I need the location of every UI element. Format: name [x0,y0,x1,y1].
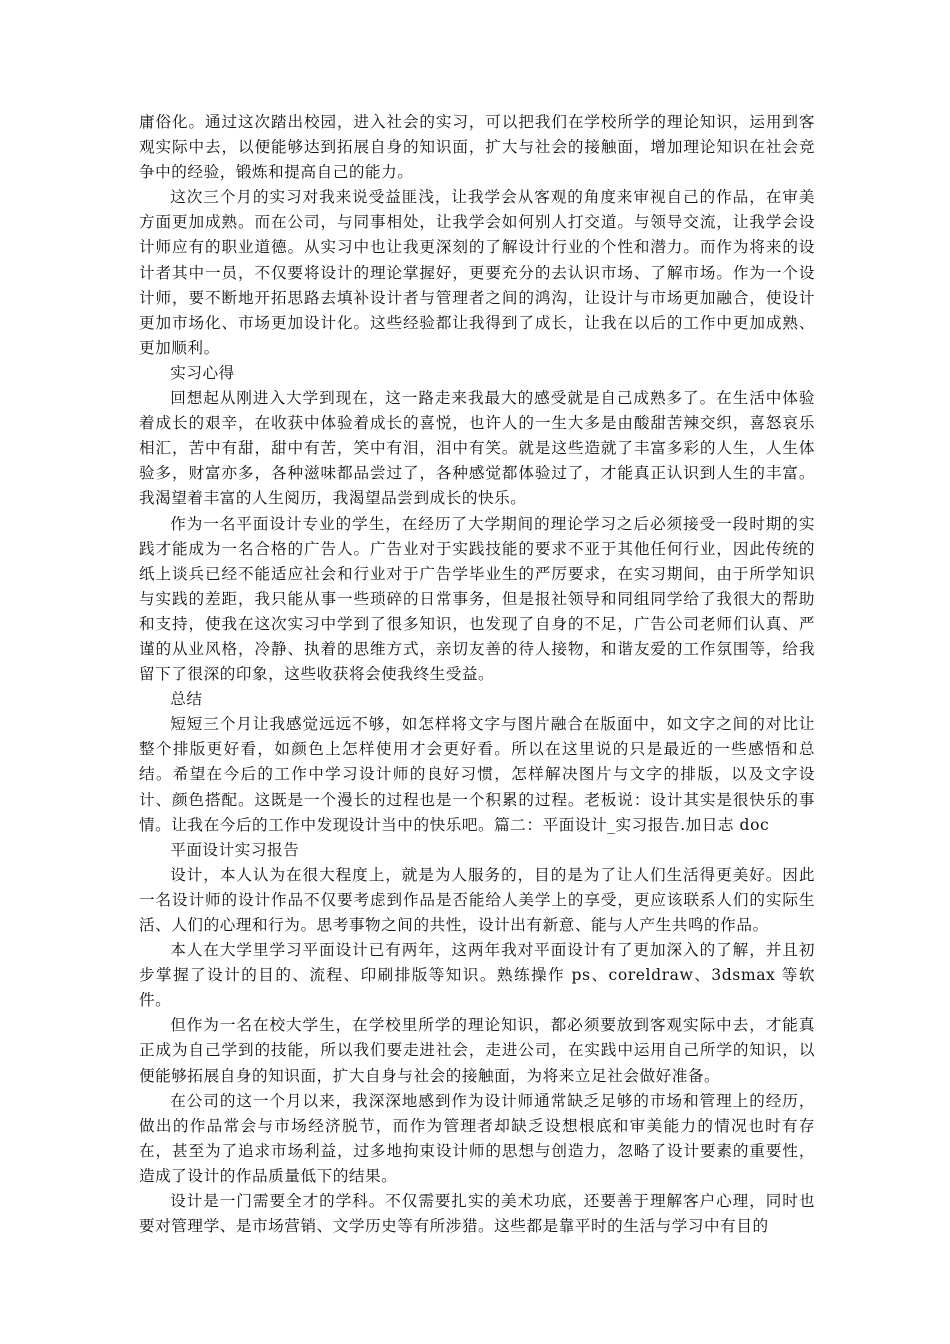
paragraph: 回想起从刚进入大学到现在，这一路走来我最大的感受就是自己成熟多了。在生活中体验着成长的艰辛，在收获中体验着成长的喜悦，也许人的一生大多是由酸甜苦辣交织，喜怒哀乐相汇，苦中有甜，甜中有苦，笑中有泪，泪中有笑。就是这些造就了丰富多彩的人生，人生体验多，财富亦多，各种滋味都品尝过了，各种感觉都体验过了，才能真正认识到人生的丰富。我渴望着丰富的人生阅历，我渴望品尝到成长的快乐。 [139,389,815,508]
paragraph: 设计是一门需要全才的学科。不仅需要扎实的美术功底，还要善于理解客户心理，同时也要对管理学、是市场营销、文学历史等有所涉猎。这些都是靠平时的生活与学习中有目的 [139,1192,815,1236]
paragraph: 但作为一名在校大学生，在学校里所学的理论知识，都必须要放到客观实际中去，才能真正成为自己学到的技能，所以我们要走进社会，走进公司，在实践中运用自己所学的知识，以便能够拓展自身的知识面，扩大自身与社会的接触面，为将来立足社会做好准备。 [139,1016,815,1085]
paragraph: 庸俗化。通过这次踏出校园，进入社会的实习，可以把我们在学校所学的理论知识，运用到客观实际中去，以便能够达到拓展自身的知识面，扩大与社会的接触面，增加理论知识在社会竞争中的经验，锻炼和提高自己的能力。 [139,113,815,182]
paragraph: 在公司的这一个月以来，我深深地感到作为设计师通常缺乏足够的市场和管理上的经历，做出的作品常会与市场经济脱节，而作为管理者却缺乏设想根底和审美能力的情况也时有存在，甚至为了追求市场利益，过多地拘束设计师的思想与创造力，忽略了设计要素的重要性，造成了设计的作品质量低下的结果。 [139,1091,815,1185]
paragraph: 作为一名平面设计专业的学生，在经历了大学期间的理论学习之后必须接受一段时期的实践才能成为一名合格的广告人。广告业对于实践技能的要求不亚于其他任何行业，因此传统的纸上谈兵已经不能适应社会和行业对于广告学毕业生的严厉要求，在实习期间，由于所学知识与实践的差距，我只能从事一些琐碎的日常事务，但是报社领导和同组同学给了我很大的帮助和支持，使我在这次实习中学到了很多知识，也发现了自身的不足，广告公司老师们认真、严谨的从业风格，冷静、执着的思维方式，亲切友善的待人接物，和谐友爱的工作氛围等，给我留下了很深的印象，这些收获将会使我终生受益。 [139,514,815,684]
section-heading: 实习心得 [170,363,235,382]
section-heading: 总结 [170,690,203,709]
paragraph: 本人在大学里学习平面设计已有两年，这两年我对平面设计有了更加深入的了解，并且初步掌握了设计的目的、流程、印刷排版等知识。熟练操作 ps、coreldraw、3dsmax 等软件。 [139,941,815,1010]
section-heading: 平面设计实习报告 [170,840,300,859]
paragraph: 短短三个月让我感觉远远不够，如怎样将文字与图片融合在版面中，如文字之间的对比让整个排版更好看，如颜色上怎样使用才会更好看。所以在这里说的只是最近的一些感悟和总结。希望在今后的工作中学习设计师的良好习惯，怎样解决图片与文字的排版，以及文字设计、颜色搭配。这既是一个漫长的过程也是一个积累的过程。老板说：设计其实是很快乐的事情。让我在今后的工作中发现设计当中的快乐吧。篇二：平面设计_实习报告.加日志 doc [139,715,815,834]
document-page [139,110,815,1239]
paragraph: 设计，本人认为在很大程度上，就是为人服务的，目的是为了让人们生活得更美好。因此一名设计师的设计作品不仅要考虑到作品是否能给人美学上的享受，更应该联系人们的实际生活、人们的心理和行为。思考事物之间的共性，设计出有新意、能与人产生共鸣的作品。 [139,865,815,934]
paragraph: 这次三个月的实习对我来说受益匪浅，让我学会从客观的角度来审视自己的作品，在审美方面更加成熟。而在公司，与同事相处，让我学会如何别人打交道。与领导交流，让我学会设计师应有的职业道德。从实习中也让我更深刻的了解设计行业的个性和潜力。而作为将来的设计者其中一员，不仅要将设计的理论掌握好，更要充分的去认识市场、了解市场。作为一个设计师，要不断地开拓思路去填补设计者与管理者之间的鸿沟，让设计与市场更加融合，使设计更加市场化、市场更加设计化。这些经验都让我得到了成长，让我在以后的工作中更加成熟、更加顺利。 [139,188,815,357]
